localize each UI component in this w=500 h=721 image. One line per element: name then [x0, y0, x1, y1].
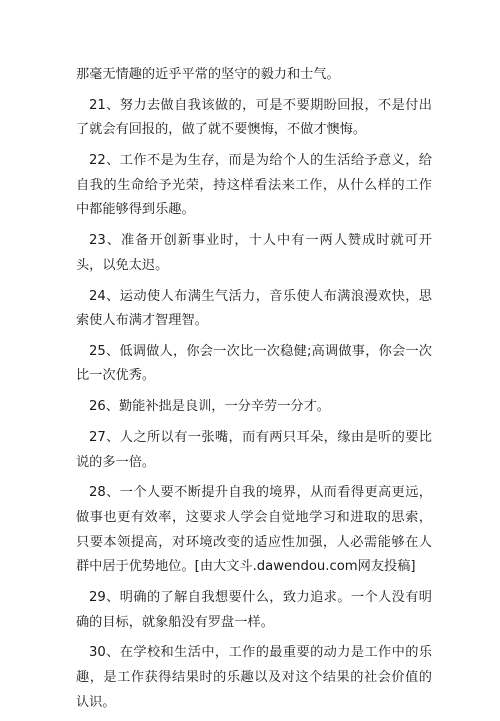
paragraph-quote-21: 21、努力去做自我该做的，可是不要期盼回报，不是付出了就会有回报的，做了就不要懊悔，不做才懊悔。: [76, 97, 432, 138]
paragraph-quote-26: 26、勤能补拙是良训，一分辛劳一分才。: [89, 399, 330, 415]
paragraph-quote-25: 25、低调做人，你会一次比一次稳健;高调做事，你会一次比一次优秀。: [76, 343, 432, 384]
paragraph-quote-24: 24、运动使人布满生气活力，音乐使人布满浪漫欢快，思索使人布满才智理智。: [76, 288, 432, 329]
paragraph-quote-23: 23、准备开创新事业时，十人中有一两人赞成时就可开头，以免太迟。: [76, 233, 432, 273]
paragraph-quote-28: 28、一个人要不断提升自我的境界，从而看得更高更远，做事也更有效率，这要求人学会自觉地学习和进取的思索，只要本领提高，对环境改变的适应性加强，人必需能够在人群中居于优势地位。[由大文斗.dawendou.com网友投稿]: [76, 485, 432, 575]
paragraph-quote-22: 22、工作不是为生存，而是为给个人的生活给予意义，给自我的生命给予光荣，持这样看法来工作，从什么样的工作中都能够得到乐趣。: [76, 153, 432, 218]
paragraph-continuation: 那毫无情趣的近乎平常的坚守的毅力和士气。: [76, 67, 340, 82]
document-body: [76, 63, 432, 721]
paragraph-quote-30: 30、在学校和生活中，工作的最重要的动力是工作中的乐趣，是工作获得结果时的乐趣以及对这个结果的社会价值的认识。: [76, 645, 432, 710]
paragraph-quote-27: 27、人之所以有一张嘴，而有两只耳朵，缘由是听的要比说的多一倍。: [76, 430, 432, 470]
paragraph-quote-29: 29、明确的了解自我想要什么，致力追求。一个人没有明确的目标，就象船没有罗盘一样。: [76, 589, 432, 630]
